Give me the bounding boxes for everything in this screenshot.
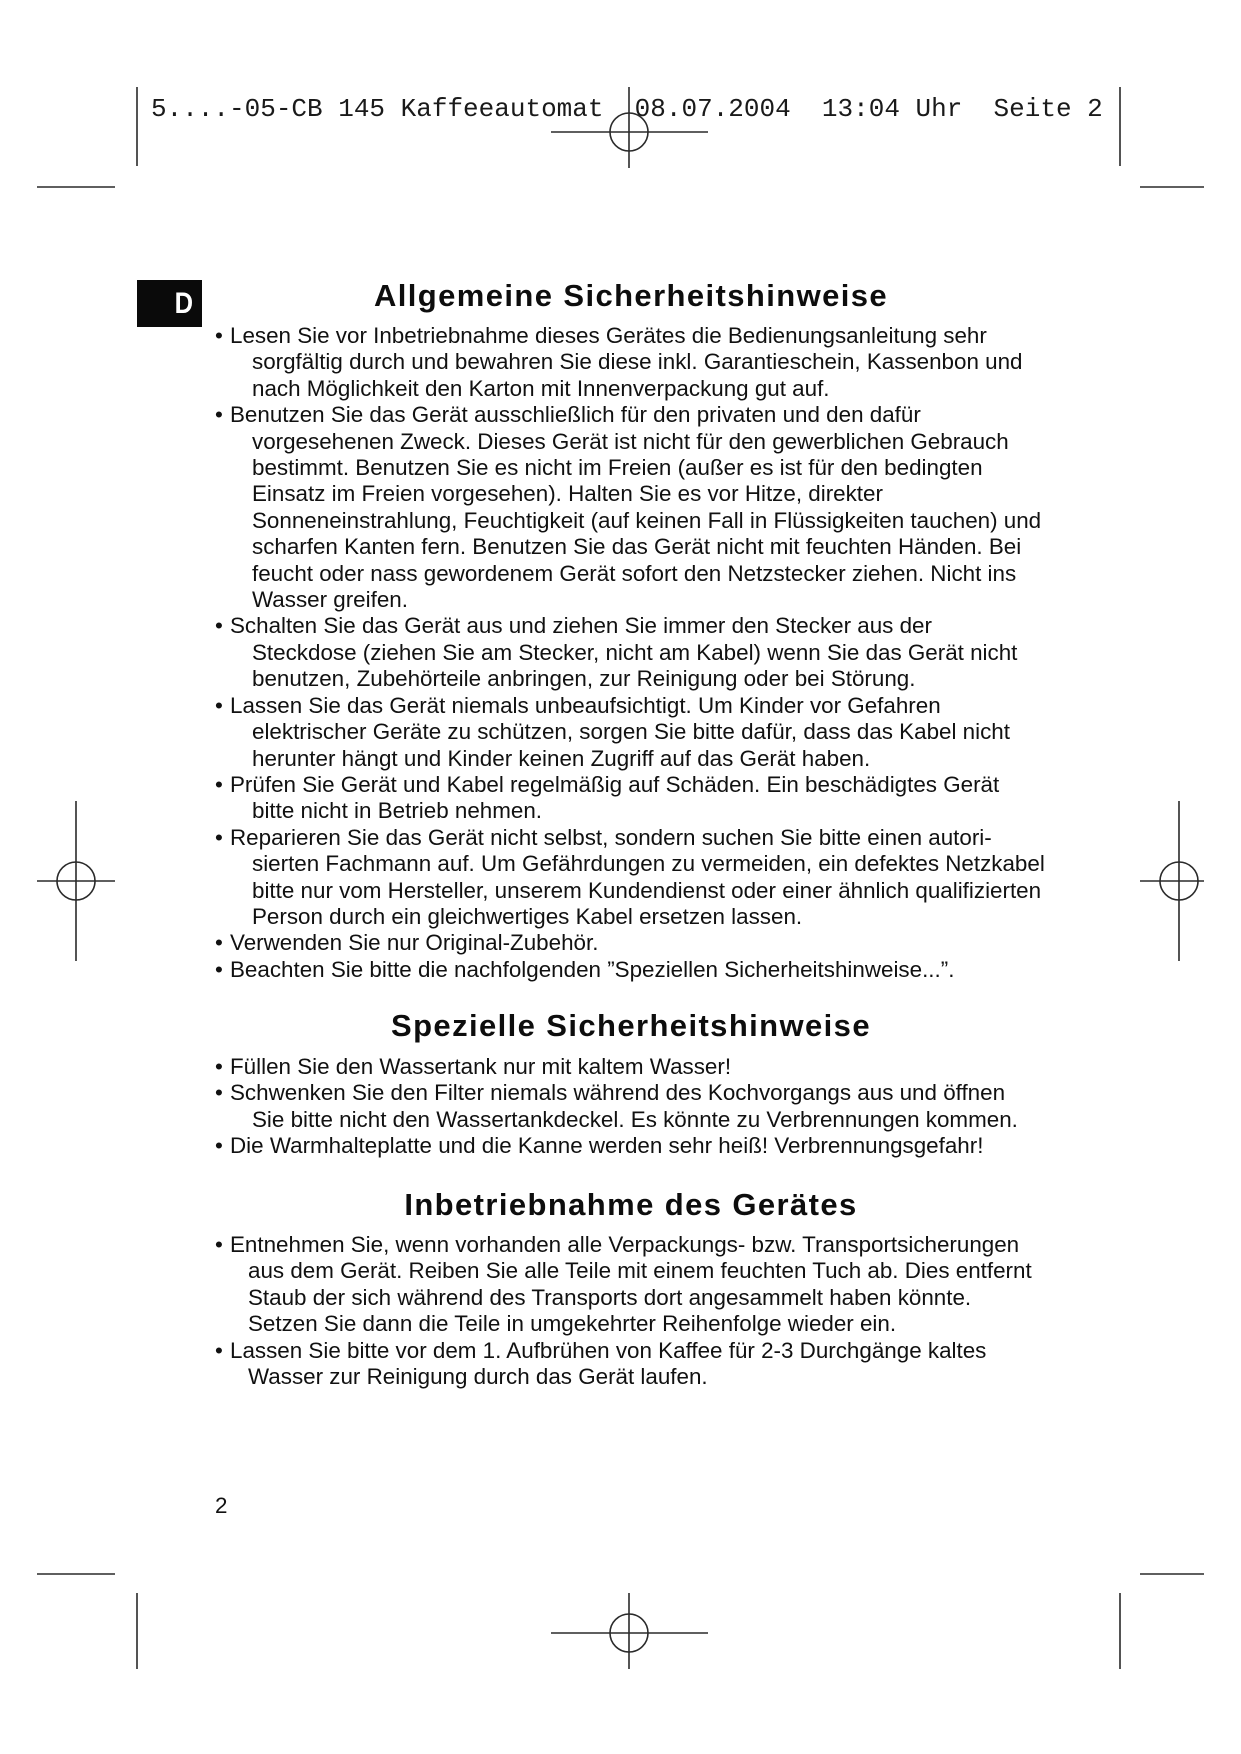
list-item bbox=[215, 402, 1045, 613]
list-item-first-line bbox=[215, 957, 1045, 983]
item-text: Beachten Sie bitte die nachfolgenden ”Speziellen Sicherheitshinweise...”. bbox=[230, 956, 955, 982]
item-text: Verwenden Sie nur Original-Zubehör. bbox=[230, 930, 599, 956]
item-text: Entnehmen Sie, wenn vorhanden alle Verpackungs- bzw. Transportsicherungen bbox=[230, 1232, 1020, 1257]
item-text: Benutzen Sie das Gerät ausschließlich für den privaten und den dafür bbox=[230, 402, 921, 428]
list-item-line: bitte nur vom Hersteller, unserem Kundendienst oder einer ähnlich qualifizierten bbox=[252, 877, 1042, 903]
bullet-point: • bbox=[215, 930, 223, 956]
list-item-first-line bbox=[215, 930, 1045, 956]
list-item-line: Sonneneinstrahlung, Feuchtigkeit (auf keinen Fall in Flüssigkeiten tauchen) und bbox=[252, 507, 1042, 533]
bullet-point: • bbox=[215, 402, 223, 428]
list-item-line: sorgfältig durch und bewahren Sie diese inkl. Garantieschein, Kassenbon und bbox=[252, 349, 1023, 375]
general-safety-title: Allgemeine Sicherheitshinweise bbox=[373, 278, 889, 313]
item-text: Reparieren Sie das Gerät nicht selbst, sondern suchen Sie bitte einen autori- bbox=[230, 824, 992, 850]
list-item bbox=[215, 825, 1045, 931]
list-item-first-line bbox=[215, 402, 1045, 428]
general-safety-list bbox=[215, 323, 1045, 983]
bullet-point: • bbox=[215, 692, 223, 718]
item-text: Schwenken Sie den Filter niemals während des Kochvorgangs aus und öffnen bbox=[230, 1080, 1006, 1106]
item-text: Lassen Sie das Gerät niemals unbeaufsichtigt. Um Kinder vor Gefahren bbox=[230, 692, 941, 718]
list-item-line: Wasser zur Reinigung durch das Gerät laufen. bbox=[248, 1364, 708, 1390]
item-text: Lassen Sie bitte vor dem 1. Aufbrühen von Kaffee für 2-3 Durchgänge kaltes bbox=[230, 1337, 987, 1363]
list-item-first-line bbox=[215, 1054, 1018, 1080]
item-text: Die Warmhalteplatte und die Kanne werden sehr heiß! Verbrennungsgefahr! bbox=[230, 1133, 984, 1159]
list-item-line: bestimmt. Benutzen Sie es nicht im Freien (außer es ist für den bedingten bbox=[252, 455, 983, 481]
bullet-point: • bbox=[215, 613, 223, 639]
special-safety-list bbox=[215, 1054, 1018, 1160]
list-item-line: Person durch ein gleichwertiges Kabel ersetzen lassen. bbox=[252, 903, 803, 929]
list-item-line: Setzen Sie dann die Teile in umgekehrter Reihenfolge wieder ein. bbox=[248, 1311, 897, 1337]
bullet-point: • bbox=[215, 771, 223, 797]
item-text: Lesen Sie vor Inbetriebnahme dieses Gerätes die Bedienungsanleitung sehr bbox=[230, 323, 987, 348]
bullet-point: • bbox=[215, 824, 223, 850]
special-safety-title: Spezielle Sicherheitshinweise bbox=[391, 1008, 871, 1043]
list-item-line: bitte nicht in Betrieb nehmen. bbox=[252, 798, 543, 824]
list-item-line: benutzen, Zubehörteile anbringen, zur Reinigung oder bei Störung. bbox=[252, 666, 916, 692]
registration-mark-bottom bbox=[551, 1593, 708, 1669]
list-item bbox=[215, 613, 1045, 692]
list-item-line: feucht oder nass gewordenem Gerät sofort den Netzstecker ziehen. Nicht ins bbox=[252, 560, 1017, 586]
list-item-first-line bbox=[215, 613, 1045, 639]
print-slug: 5....-05-CB 145 Kaffeeautomat 08.07.2004 13:04 Uhr Seite 2 bbox=[151, 94, 1103, 124]
list-item bbox=[215, 772, 1045, 825]
list-item bbox=[215, 1080, 1018, 1133]
list-item-line: sierten Fachmann auf. Um Gefährdungen zu vermeiden, ein defektes Netzkabel bbox=[252, 851, 1045, 877]
item-text: Schalten Sie das Gerät aus und ziehen Sie immer den Stecker aus der bbox=[230, 613, 932, 639]
bullet-point: • bbox=[215, 1054, 223, 1079]
list-item-first-line bbox=[215, 772, 1045, 798]
bullet-point: • bbox=[215, 956, 223, 982]
list-item-first-line bbox=[215, 1338, 1032, 1364]
page-number: 2 bbox=[215, 1493, 228, 1518]
list-item bbox=[215, 930, 1045, 956]
list-item-line: vorgesehenen Zweck. Dieses Gerät ist nicht für den gewerblichen Gebrauch bbox=[252, 428, 1009, 454]
list-item-line: elektrischer Geräte zu schützen, sorgen Sie bitte dafür, dass das Kabel nicht bbox=[252, 719, 1010, 745]
list-item bbox=[215, 693, 1045, 772]
bullet-point: • bbox=[215, 1133, 223, 1159]
item-text: Füllen Sie den Wassertank nur mit kaltem Wasser! bbox=[230, 1054, 732, 1079]
list-item-line: Sie bitte nicht den Wassertankdeckel. Es könnte zu Verbrennungen kommen. bbox=[252, 1106, 1018, 1132]
list-item bbox=[215, 323, 1045, 402]
language-tab-label: D bbox=[174, 286, 194, 320]
registration-mark-right bbox=[1140, 801, 1204, 961]
list-item-line: Einsatz im Freien vorgesehen). Halten Sie es vor Hitze, direkter bbox=[252, 481, 883, 507]
setup-title: Inbetriebnahme des Gerätes bbox=[404, 1187, 858, 1222]
list-item-first-line bbox=[215, 825, 1045, 851]
list-item-first-line bbox=[215, 1133, 1018, 1159]
bullet-point: • bbox=[215, 1080, 223, 1106]
list-item-line: herunter hängt und Kinder keinen Zugriff auf das Gerät haben. bbox=[252, 745, 871, 771]
bullet-point: • bbox=[215, 323, 223, 348]
list-item-first-line bbox=[215, 323, 1045, 349]
list-item-line: nach Möglichkeit den Karton mit Innenverpackung gut auf. bbox=[252, 375, 830, 401]
setup-list bbox=[215, 1232, 1032, 1390]
list-item bbox=[215, 1338, 1032, 1391]
bullet-point: • bbox=[215, 1337, 223, 1363]
list-item-first-line bbox=[215, 693, 1045, 719]
bullet-point: • bbox=[215, 1232, 223, 1257]
list-item-first-line bbox=[215, 1232, 1032, 1258]
list-item-line: Staub der sich während des Transports dort angesammelt haben könnte. bbox=[248, 1284, 972, 1310]
list-item-line: aus dem Gerät. Reiben Sie alle Teile mit einem feuchten Tuch ab. Dies entfernt bbox=[248, 1258, 1032, 1284]
list-item bbox=[215, 1054, 1018, 1080]
list-item-first-line bbox=[215, 1080, 1018, 1106]
registration-mark-left bbox=[37, 801, 115, 961]
item-text: Prüfen Sie Gerät und Kabel regelmäßig auf Schäden. Ein beschädigtes Gerät bbox=[230, 771, 1000, 797]
language-tab bbox=[137, 280, 202, 327]
list-item bbox=[215, 1232, 1032, 1338]
list-item-line: Steckdose (ziehen Sie am Stecker, nicht am Kabel) wenn Sie das Gerät nicht bbox=[252, 639, 1018, 665]
list-item-line: scharfen Kanten fern. Benutzen Sie das Gerät nicht mit feuchten Händen. Bei bbox=[252, 534, 1022, 560]
list-item bbox=[215, 1133, 1018, 1159]
list-item bbox=[215, 957, 1045, 983]
list-item-line: Wasser greifen. bbox=[252, 587, 408, 613]
